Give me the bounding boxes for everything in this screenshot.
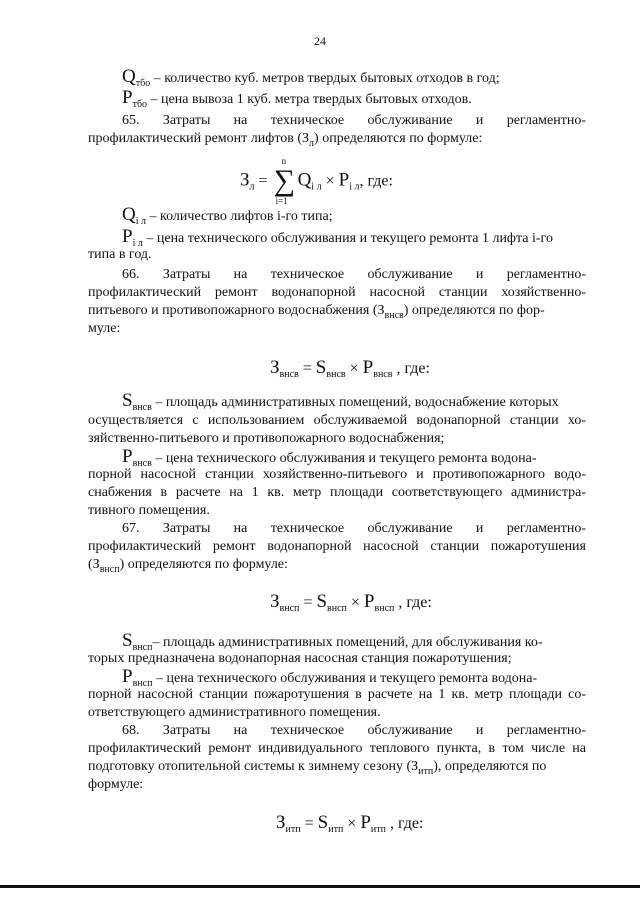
item65-line1: 65. Затраты на техническое обслуживание и регламентно- xyxy=(122,113,586,128)
page-bottom-rule xyxy=(0,885,640,888)
formula-itp: $З_{итп} = S_{итп} \times Р_{итп}$ , где: xyxy=(276,812,424,835)
item66-def2-l4: тивного помещения. xyxy=(88,503,210,518)
item67-def1: $S_{внсп}-$ площадь административных помещений, для обслуживания ко- xyxy=(122,630,543,653)
item67-line2: профилактический ремонт водонапорной насосной станции пожаротушения xyxy=(88,539,586,554)
item66-line3: питьевого и противопожарного водоснабжения $(З_{внсв})$ определяются по фор- xyxy=(88,303,545,321)
item65-def2: $Р_{i л}$ – цена технического обслуживания и текущего ремонта 1 лифта i-го xyxy=(122,226,553,249)
item66-def1: $S_{внсв}$ – площадь административных помещений, водоснабжение которых xyxy=(122,390,559,413)
item66-def2: $Р_{внсв}$ – цена технического обслуживания и текущего ремонта водона- xyxy=(122,446,537,469)
item68-line2: профилактический ремонт индивидуального теплового пункта, в том числе на xyxy=(88,741,586,756)
item68-line3: подготовку отопительной системы к зимнему сезону $(З_{итп})$, определяются по xyxy=(88,759,547,777)
item67-def1-l2: торых предназначена водонапорная насосная станция пожаротушения; xyxy=(88,651,512,666)
def-q-tbo: $Q_{тбо}$ – количество куб. метров твердых бытовых отходов в год; xyxy=(122,66,500,89)
item66-line2: профилактический ремонт водонапорной насосной станции хозяйственно- xyxy=(88,285,586,300)
item66-def1-l2: осуществляется с использованием обслуживаемой водонапорной станции хо- xyxy=(88,413,586,428)
item65-line2: профилактический ремонт лифтов $(З_л)$ определяются по формуле: xyxy=(88,131,483,149)
item67-def2-l3: ответствующего административного помещения. xyxy=(88,705,381,720)
sum-symbol: n ∑ i=1 xyxy=(273,156,295,206)
item68-line1: 68. Затраты на техническое обслуживание и регламентно- xyxy=(122,723,586,738)
item66-line4: муле: xyxy=(88,321,121,336)
item66-line1: 66. Затраты на техническое обслуживание и регламентно- xyxy=(122,267,586,282)
item65-def2-cont: типа в год. xyxy=(88,247,152,262)
page-number: 24 xyxy=(314,34,326,48)
item67-def2-l2: порной насосной станции пожаротушения в расчете на 1 кв. метр площади со- xyxy=(88,687,586,702)
item68-line4: формуле: xyxy=(88,777,144,792)
formula-vnsv: $З_{внсв} = S_{внсв} \times Р_{внсв}$ , где: xyxy=(270,357,430,380)
item67-def2: $Р_{внсп}$ – цена технического обслуживания и текущего ремонта водона- xyxy=(122,666,538,689)
item66-def2-l2: порной насосной станции хозяйственно-питьевого и противопожарного водо- xyxy=(88,467,586,482)
def-p-tbo: $Р_{тбо}$ – цена вывоза 1 куб. метра твердых бытовых отходов. xyxy=(122,87,472,110)
item65-def1: $Q_{i л}$ – количество лифтов i-го типа; xyxy=(122,204,333,227)
formula-lifts: $З_л$ = n ∑ i=1 $Q_{i л} \times Р_{i л}$, где: xyxy=(240,156,393,206)
formula-vnsp: $З_{внсп} = S_{внсп} \times Р_{внсп}$ , где: xyxy=(270,591,432,614)
item67-line3: $(З_{внсп})$ определяются по формуле: xyxy=(88,557,288,575)
item66-def1-l3: зяйственно-питьевого и противопожарного водоснабжения; xyxy=(88,431,445,446)
item67-line1: 67. Затраты на техническое обслуживание и регламентно- xyxy=(122,521,586,536)
item66-def2-l3: снабжения в расчете на 1 кв. метр площади соответствующего администра- xyxy=(88,485,586,500)
